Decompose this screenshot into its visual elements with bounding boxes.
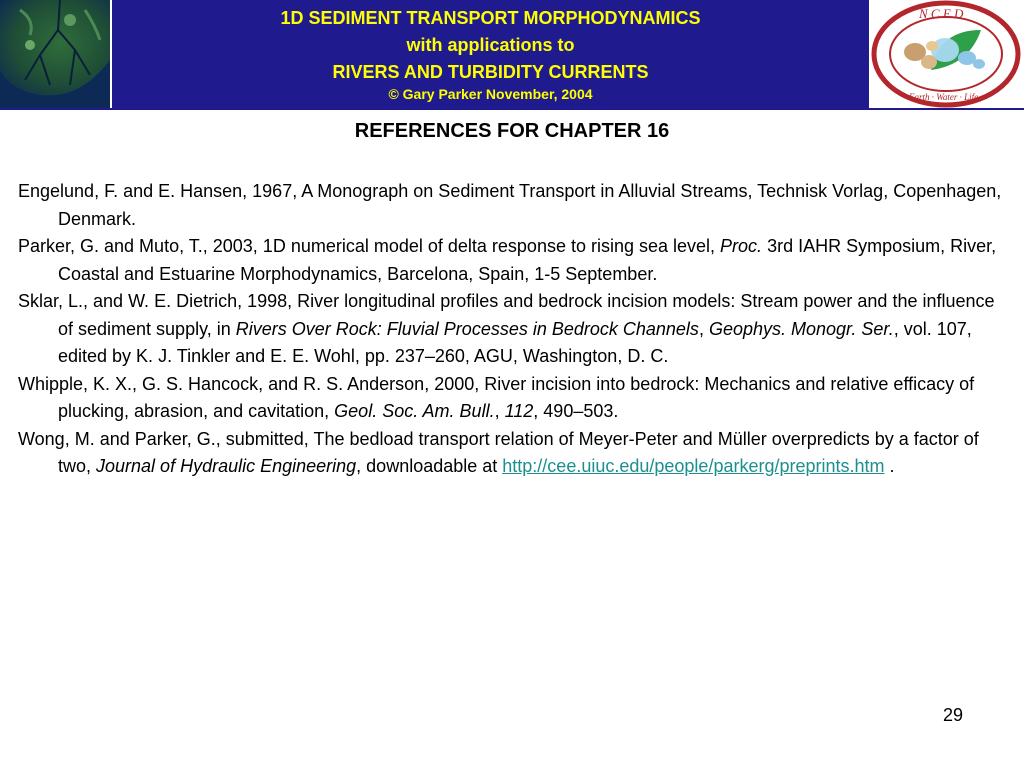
- reference-item: [18, 371, 1008, 426]
- header-divider: [0, 108, 1024, 110]
- reference-italic: Geol. Soc. Am. Bull.: [334, 401, 495, 421]
- reference-item: [18, 178, 1008, 233]
- reference-text: 3rd IAHR Symposium, River, Coastal and Estuarine Morphodynamics, Barcelona, Spain, 1-5 September.: [58, 236, 997, 284]
- reference-italic: Geophys. Monogr. Ser.: [708, 318, 894, 339]
- slide-header: [0, 0, 1024, 110]
- logo-text: N C E D: [919, 6, 964, 21]
- reference-text: , vol. 107, edited by K. J. Tinkler and E. E. Wohl, pp. 237–260, AGU, Washington, D. C.: [58, 318, 972, 366]
- course-subtitle-topic: RIVERS AND TURBIDITY CURRENTS: [332, 62, 649, 82]
- logo-motto: Earth · Water · Life: [909, 92, 979, 102]
- reference-item: [18, 426, 1008, 481]
- reference-item: [18, 233, 1008, 288]
- reference-text: Parker, G. and Muto, T., 2003, 1D numerical model of delta response to rising sea level,: [18, 236, 721, 256]
- reference-text: Engelund, F. and E. Hansen, 1967, A Monograph on Sediment Transport in Alluvial Streams, Technisk Vorlag, Copenhagen, Denmark.: [18, 181, 1002, 229]
- title-banner: [112, 0, 869, 108]
- reference-text: , downloadable at: [356, 456, 503, 476]
- course-subtitle: with applications to: [406, 35, 575, 55]
- reference-item: [18, 288, 1008, 371]
- reference-list: [18, 178, 1008, 481]
- reference-italic: Proc.: [720, 236, 763, 256]
- reference-text: Wong, M. and Parker, G., submitted, The bedload transport relation of Meyer-Peter and Müller overpredicts by a factor of two,: [18, 428, 979, 476]
- nced-logo: [869, 0, 1024, 108]
- reference-text: ,: [698, 318, 709, 339]
- copyright-notice: © Gary Parker November, 2004: [388, 86, 593, 102]
- reference-italic: 112: [504, 401, 534, 421]
- reference-text: .: [884, 456, 895, 476]
- delta-satellite-image: [0, 0, 110, 108]
- reference-italic: Rivers Over Rock: Fluvial Processes in Bedrock Channels: [235, 318, 699, 339]
- course-title: 1D SEDIMENT TRANSPORT MORPHODYNAMICS: [280, 8, 701, 28]
- reference-text: ,: [494, 401, 505, 421]
- reference-text: Whipple, K. X., G. S. Hancock, and R. S. Anderson, 2000, River incision into bedrock: Mechanics and relative efficacy of plucking, abrasion, and cavitation,: [18, 373, 975, 421]
- reference-text: Sklar, L., and W. E. Dietrich, 1998, River longitudinal profiles and bedrock incision models: Stream power and the influence of sediment supply, in: [18, 291, 995, 339]
- reference-text: , 490–503.: [533, 401, 619, 421]
- preprints-link[interactable]: http://cee.uiuc.edu/people/parkerg/preprints.htm: [502, 456, 885, 476]
- reference-italic: Journal of Hydraulic Engineering: [96, 456, 357, 476]
- page-number: 29: [942, 705, 964, 725]
- page-title: REFERENCES FOR CHAPTER 16: [354, 120, 670, 142]
